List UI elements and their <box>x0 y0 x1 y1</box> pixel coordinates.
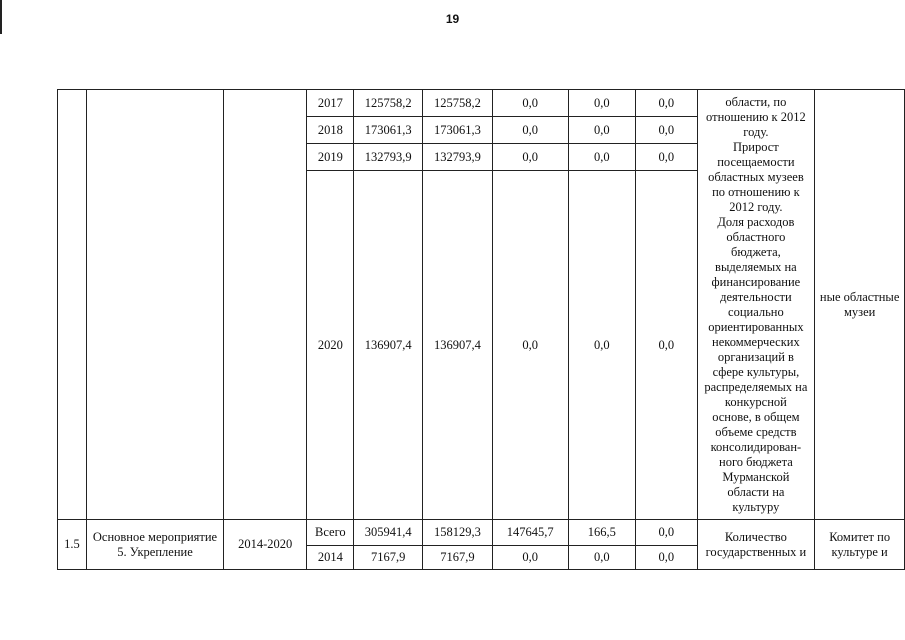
executor-line: ные областные <box>819 289 900 304</box>
indicator-line: некоммерческих <box>712 334 800 349</box>
total-cell: 173061,3 <box>354 117 423 144</box>
executor-line: Комитет по <box>829 529 891 544</box>
other-cell: 0,0 <box>636 90 697 117</box>
table-row <box>58 90 905 117</box>
measure-name-cell <box>86 520 223 570</box>
other-cell: 0,0 <box>636 144 697 171</box>
year-cell: 2017 <box>307 90 354 117</box>
indicator-line: социально <box>728 304 784 319</box>
indicator-line: выделяемых на <box>715 259 797 274</box>
year-cell: 2019 <box>307 144 354 171</box>
cell-period-empty <box>224 90 307 520</box>
year-cell: 2020 <box>307 171 354 520</box>
indicator-line: ориентированных <box>708 319 804 334</box>
indicator-line: областного <box>726 229 786 244</box>
indicator-line: Прирост <box>732 139 779 154</box>
regional-cell: 136907,4 <box>423 171 493 520</box>
indicator-line: Количество <box>724 529 787 544</box>
indicator-line: консолидирован- <box>710 439 802 454</box>
indicator-line: 2012 году. <box>729 199 783 214</box>
regional-cell: 7167,9 <box>423 546 493 570</box>
total-cell: 305941,4 <box>354 520 423 546</box>
indicator-line: организаций в <box>717 349 794 364</box>
local-cell: 0,0 <box>568 171 636 520</box>
indicator-line: ного бюджета <box>719 454 793 469</box>
indicator-line: по отношению к <box>712 184 800 199</box>
regional-cell: 173061,3 <box>423 117 493 144</box>
local-cell: 0,0 <box>568 90 636 117</box>
executor-cell <box>815 90 905 520</box>
indicator-line: году. <box>743 124 769 139</box>
cell-number-empty <box>58 90 87 520</box>
row-number: 1.5 <box>58 520 87 570</box>
indicator-line: Мурманской <box>722 469 790 484</box>
indicator-line: области, по <box>725 94 787 109</box>
other-cell: 0,0 <box>636 520 697 546</box>
measure-name-line: 5. Укрепление <box>117 544 193 559</box>
table-row <box>58 520 905 546</box>
indicator-line: государственных и <box>705 544 807 559</box>
total-cell: 125758,2 <box>354 90 423 117</box>
indicator-line: области на <box>727 484 785 499</box>
federal-cell: 0,0 <box>492 546 568 570</box>
measure-name-line: Основное мероприятие <box>92 529 218 544</box>
year-cell: 2018 <box>307 117 354 144</box>
indicator-line: объеме средств <box>715 424 797 439</box>
indicator-line: конкурсной <box>724 394 787 409</box>
other-cell: 0,0 <box>636 546 697 570</box>
page-number: 19 <box>445 12 460 26</box>
local-cell: 0,0 <box>568 144 636 171</box>
period-cell: 2014-2020 <box>224 520 307 570</box>
regional-cell: 125758,2 <box>423 90 493 117</box>
year-cell: Всего <box>307 520 354 546</box>
total-cell: 132793,9 <box>354 144 423 171</box>
indicator-line: областных музеев <box>708 169 804 184</box>
indicator-line: Доля расходов <box>717 214 795 229</box>
federal-cell: 147645,7 <box>492 520 568 546</box>
indicator-line: сфере культуры, <box>712 364 800 379</box>
local-cell: 0,0 <box>568 546 636 570</box>
executor-cell <box>815 520 905 570</box>
other-cell: 0,0 <box>636 171 697 520</box>
indicator-line: распределяемых на <box>704 379 808 394</box>
other-cell: 0,0 <box>636 117 697 144</box>
executor-line: музеи <box>843 304 876 319</box>
indicator-cell <box>697 520 815 570</box>
total-cell: 7167,9 <box>354 546 423 570</box>
indicator-line: бюджета, <box>731 244 781 259</box>
indicator-line: отношению к 2012 <box>706 109 806 124</box>
indicator-line: деятельности <box>720 289 792 304</box>
program-table <box>57 89 905 570</box>
indicator-cell <box>697 90 815 520</box>
year-cell: 2014 <box>307 546 354 570</box>
executor-line: культуре и <box>831 544 888 559</box>
federal-cell: 0,0 <box>492 117 568 144</box>
total-cell: 136907,4 <box>354 171 423 520</box>
federal-cell: 0,0 <box>492 171 568 520</box>
cell-name-empty <box>86 90 223 520</box>
federal-cell: 0,0 <box>492 144 568 171</box>
regional-cell: 132793,9 <box>423 144 493 171</box>
local-cell: 166,5 <box>568 520 636 546</box>
indicator-line: культуру <box>732 499 780 514</box>
indicator-line: основе, в общем <box>712 409 800 424</box>
indicator-line: посещаемости <box>717 154 795 169</box>
regional-cell: 158129,3 <box>423 520 493 546</box>
indicator-line: финансирование <box>711 274 801 289</box>
local-cell: 0,0 <box>568 117 636 144</box>
federal-cell: 0,0 <box>492 90 568 117</box>
